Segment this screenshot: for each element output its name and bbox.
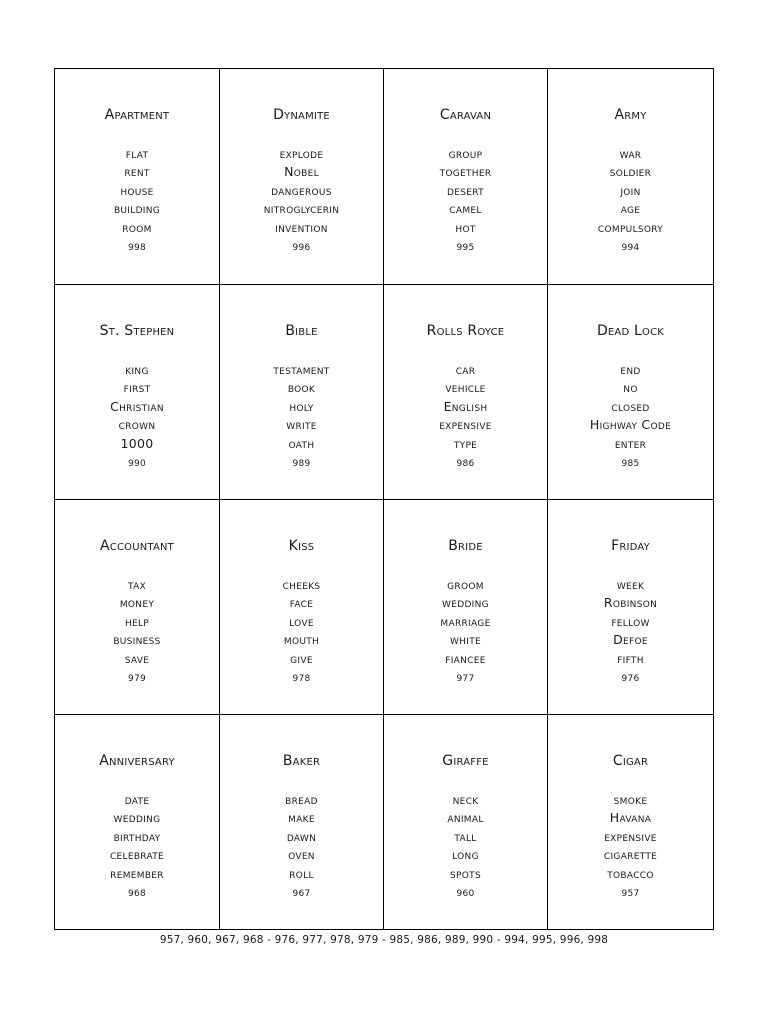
card-title: St. Stephen xyxy=(99,323,175,339)
taboo-word-list xyxy=(548,576,713,668)
taboo-word: enter xyxy=(614,435,647,451)
word-card xyxy=(55,69,220,285)
card-number: 989 xyxy=(292,459,311,469)
word-card xyxy=(548,715,713,929)
card-title: Kiss xyxy=(288,538,315,554)
taboo-word: bread xyxy=(285,792,318,807)
taboo-word: English xyxy=(443,398,488,414)
taboo-word: long xyxy=(452,847,479,863)
word-card xyxy=(220,285,384,500)
taboo-word: dawn xyxy=(286,828,317,844)
taboo-word: business xyxy=(113,632,161,648)
taboo-word-list xyxy=(384,145,547,237)
taboo-word: face xyxy=(289,595,314,611)
word-card xyxy=(384,285,548,500)
taboo-word: animal xyxy=(447,810,484,826)
word-card xyxy=(55,285,220,500)
taboo-word: soldier xyxy=(609,164,652,180)
taboo-word-list xyxy=(220,145,383,237)
taboo-word: roll xyxy=(289,865,314,881)
taboo-word: tobacco xyxy=(607,865,654,881)
taboo-word: car xyxy=(455,362,476,377)
taboo-word-list xyxy=(548,361,713,453)
taboo-word: remember xyxy=(110,865,164,881)
taboo-word: give xyxy=(290,650,313,666)
taboo-word: age xyxy=(620,201,641,217)
taboo-word: make xyxy=(288,810,315,826)
card-number: 985 xyxy=(621,459,640,469)
card-number: 998 xyxy=(127,243,147,253)
taboo-word-list xyxy=(55,145,219,237)
taboo-word-list xyxy=(220,576,383,668)
taboo-word: date xyxy=(124,792,150,807)
card-number-index: 957, 960, 967, 968 - 976, 977, 978, 979 - 985, 986, 989, 990 - 994, 995, 996, 998 xyxy=(159,934,609,946)
taboo-word: camel xyxy=(449,201,482,217)
taboo-word: Havana xyxy=(609,810,652,826)
word-card xyxy=(220,500,384,715)
word-card xyxy=(220,69,384,285)
card-number: 979 xyxy=(127,674,147,684)
taboo-word-list xyxy=(55,791,219,883)
card-title: Baker xyxy=(282,753,321,769)
card-title: Cigar xyxy=(612,753,649,769)
taboo-word: together xyxy=(439,164,492,180)
card-title: Friday xyxy=(611,538,650,554)
card-number: 978 xyxy=(292,674,311,684)
card-title: Bride xyxy=(448,538,483,554)
taboo-word: celebrate xyxy=(109,847,165,863)
taboo-word: compulsory xyxy=(597,219,664,235)
taboo-word: nitroglycerin xyxy=(263,201,340,217)
taboo-word: oven xyxy=(288,847,315,863)
taboo-word: wedding xyxy=(113,810,161,826)
taboo-word-list xyxy=(384,791,547,883)
taboo-word: flat xyxy=(125,146,149,161)
taboo-card-sheet xyxy=(54,68,714,930)
taboo-word: expensive xyxy=(604,828,657,844)
taboo-word: marriage xyxy=(440,613,491,629)
taboo-word: wedding xyxy=(442,595,489,611)
taboo-word: fellow xyxy=(611,613,650,629)
taboo-word-list xyxy=(548,145,713,237)
taboo-word: desert xyxy=(447,182,484,198)
taboo-word-list xyxy=(548,791,713,883)
card-number: 995 xyxy=(456,243,475,253)
taboo-word: house xyxy=(120,182,154,198)
taboo-word: crown xyxy=(118,417,156,433)
taboo-word: testament xyxy=(273,362,330,377)
taboo-word-list xyxy=(55,576,219,668)
card-number: 957 xyxy=(621,889,640,899)
taboo-word: oath xyxy=(288,435,315,451)
taboo-word: Defoe xyxy=(613,632,648,648)
card-title: Dead Lock xyxy=(596,323,665,339)
card-number: 976 xyxy=(621,674,640,684)
taboo-word: fifth xyxy=(617,650,644,666)
taboo-word-list xyxy=(384,361,547,453)
taboo-word: room xyxy=(122,219,152,235)
word-card xyxy=(384,500,548,715)
card-number: 968 xyxy=(127,889,147,899)
taboo-word: first xyxy=(123,380,151,396)
taboo-word: vehicle xyxy=(445,380,486,396)
taboo-word: expensive xyxy=(439,417,492,433)
card-title: Bible xyxy=(285,323,318,339)
taboo-word: building xyxy=(113,201,161,217)
taboo-word: Christian xyxy=(110,398,164,414)
taboo-word: closed xyxy=(611,398,650,414)
taboo-word: king xyxy=(125,362,149,377)
taboo-word: groom xyxy=(447,577,484,592)
card-title: Caravan xyxy=(439,107,492,123)
taboo-word: holy xyxy=(289,398,314,414)
taboo-word: war xyxy=(619,146,642,161)
taboo-word: Nobel xyxy=(284,164,319,180)
card-number: 996 xyxy=(292,243,311,253)
card-title: Accountant xyxy=(100,538,174,554)
taboo-word: help xyxy=(124,613,150,629)
taboo-word-list xyxy=(220,791,383,883)
taboo-word: white xyxy=(449,632,481,648)
taboo-word: love xyxy=(289,613,314,629)
word-card xyxy=(220,715,384,929)
taboo-word: 1000 xyxy=(120,435,154,451)
taboo-word: money xyxy=(119,595,155,611)
card-title: Rolls Royce xyxy=(426,323,505,339)
taboo-word-list xyxy=(55,361,219,453)
taboo-word: cigarette xyxy=(603,847,658,863)
card-title: Dynamite xyxy=(273,107,330,123)
taboo-word-list xyxy=(384,576,547,668)
word-card xyxy=(548,500,713,715)
taboo-word: book xyxy=(287,380,316,396)
word-card xyxy=(548,69,713,285)
word-card xyxy=(548,285,713,500)
word-card xyxy=(55,500,220,715)
taboo-word: type xyxy=(453,435,478,451)
taboo-word: mouth xyxy=(283,632,320,648)
card-number: 990 xyxy=(127,459,147,469)
taboo-word: no xyxy=(623,380,638,396)
taboo-word: cheeks xyxy=(282,577,321,592)
taboo-word: end xyxy=(620,362,641,377)
word-card xyxy=(55,715,220,929)
word-card xyxy=(384,69,548,285)
taboo-word: explode xyxy=(279,146,324,161)
card-number: 994 xyxy=(621,243,640,253)
taboo-word: hot xyxy=(455,219,476,235)
taboo-word: week xyxy=(616,577,645,592)
taboo-word: Highway Code xyxy=(589,417,672,433)
card-number: 967 xyxy=(292,889,311,899)
taboo-word: Robinson xyxy=(603,595,658,611)
taboo-word: dangerous xyxy=(271,182,332,198)
taboo-word: save xyxy=(124,650,150,666)
card-title: Apartment xyxy=(104,107,170,123)
card-number: 977 xyxy=(456,674,475,684)
card-title: Anniversary xyxy=(99,753,175,769)
taboo-word: tall xyxy=(454,828,477,844)
card-number: 960 xyxy=(456,889,475,899)
taboo-word: rent xyxy=(124,164,150,180)
card-title: Army xyxy=(614,107,647,123)
taboo-word: smoke xyxy=(613,792,648,807)
taboo-word-list xyxy=(220,361,383,453)
card-title: Giraffe xyxy=(442,753,489,769)
taboo-word: group xyxy=(448,146,483,161)
taboo-word: fiancee xyxy=(445,650,486,666)
taboo-word: tax xyxy=(127,577,147,592)
taboo-word: invention xyxy=(275,219,328,235)
taboo-word: neck xyxy=(452,792,479,807)
taboo-word: spots xyxy=(450,865,481,881)
word-card xyxy=(384,715,548,929)
taboo-word: join xyxy=(620,182,641,198)
card-number: 986 xyxy=(456,459,475,469)
taboo-word: write xyxy=(286,417,317,433)
taboo-word: birthday xyxy=(113,828,161,844)
